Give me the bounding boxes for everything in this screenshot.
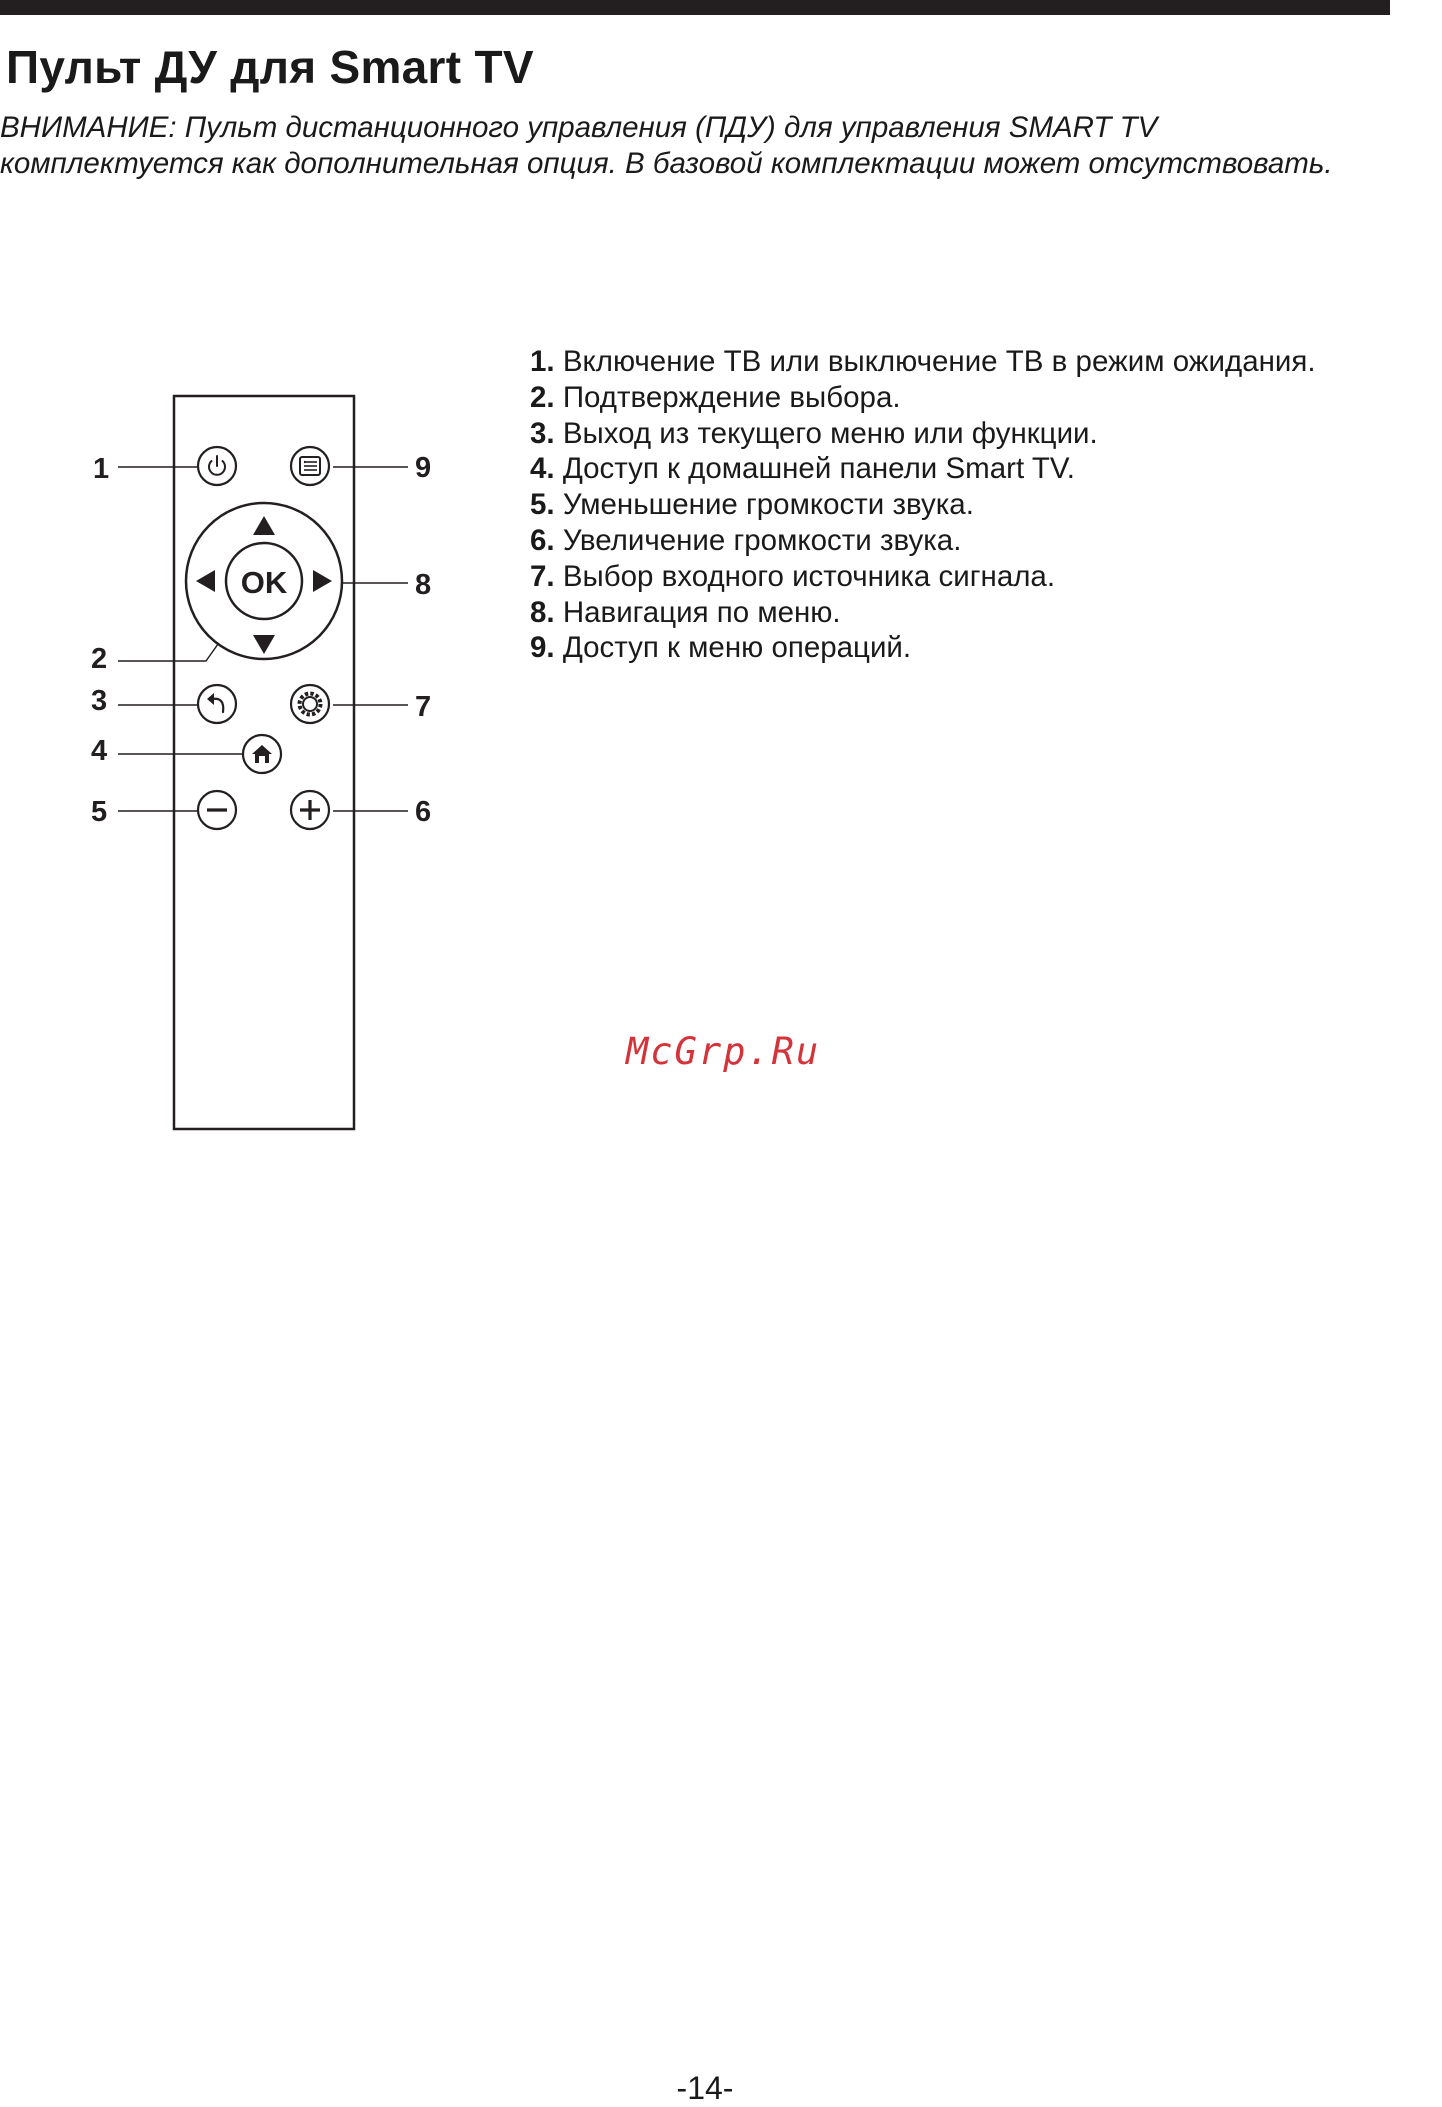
callout-4: 4 — [91, 735, 108, 767]
description-number: 4. — [530, 452, 555, 486]
description-item-2 — [530, 380, 1316, 416]
description-number: 8. — [530, 595, 555, 629]
description-number: 9. — [530, 631, 555, 665]
description-number: 3. — [530, 416, 555, 450]
page-title: Пульт ДУ для Smart TV — [6, 41, 534, 93]
watermark: McGrp.Ru — [626, 1030, 821, 1073]
notice-line-1: ВНИМАНИЕ: Пульт дистанционного управления (ПДУ) для управления SMART TV — [0, 111, 1158, 144]
callout-1: 1 — [93, 453, 110, 485]
page-number: -14- — [676, 2070, 734, 2106]
home-button[interactable] — [243, 735, 281, 773]
description-number: 6. — [530, 523, 555, 557]
callout-2: 2 — [91, 643, 108, 675]
callout-3: 3 — [91, 685, 108, 717]
description-text: Включение ТВ или выключение ТВ в режим ожидания. — [562, 345, 1316, 378]
callout-5: 5 — [91, 796, 108, 828]
description-text: Увеличение громкости звука. — [562, 523, 962, 557]
description-item-9 — [530, 630, 1316, 666]
description-text: Подтверждение выбора. — [562, 380, 901, 414]
callout-6: 6 — [415, 796, 432, 828]
description-number: 7. — [530, 559, 555, 593]
description-text: Уменьшение громкости звука. — [562, 488, 974, 522]
description-item-8 — [530, 595, 1316, 631]
description-number: 5. — [530, 488, 555, 522]
description-item-7 — [530, 559, 1316, 595]
description-item-3 — [530, 416, 1316, 452]
gear-icon — [300, 694, 321, 715]
description-text: Выход из текущего меню или функции. — [562, 416, 1098, 450]
description-text: Доступ к меню операций. — [562, 631, 912, 665]
ok-button[interactable] — [226, 543, 302, 619]
description-item-1 — [530, 344, 1316, 380]
button-description-list — [530, 344, 1316, 666]
description-text: Навигация по меню. — [562, 595, 841, 629]
description-text: Доступ к домашней панели Smart TV. — [562, 452, 1076, 486]
callout-8: 8 — [415, 569, 432, 601]
power-button[interactable] — [198, 447, 236, 485]
settings-button[interactable] — [291, 685, 329, 723]
callout-7: 7 — [415, 691, 432, 723]
volume-up-button[interactable] — [291, 791, 329, 829]
volume-down-button[interactable] — [198, 791, 236, 829]
description-text: Выбор входного источника сигнала. — [562, 559, 1056, 593]
description-number: 1. — [530, 345, 555, 378]
description-item-6 — [530, 523, 1316, 559]
description-item-5 — [530, 487, 1316, 523]
description-number: 2. — [530, 380, 555, 414]
notice-line-2: комплектуется как дополнительная опция. В базовой комплектации может отсутствовать. — [0, 147, 1333, 180]
back-button[interactable] — [198, 685, 236, 723]
menu-button[interactable] — [291, 447, 329, 485]
ok-label: OK — [240, 565, 288, 600]
description-item-4 — [530, 451, 1316, 487]
callout-9: 9 — [415, 452, 432, 484]
